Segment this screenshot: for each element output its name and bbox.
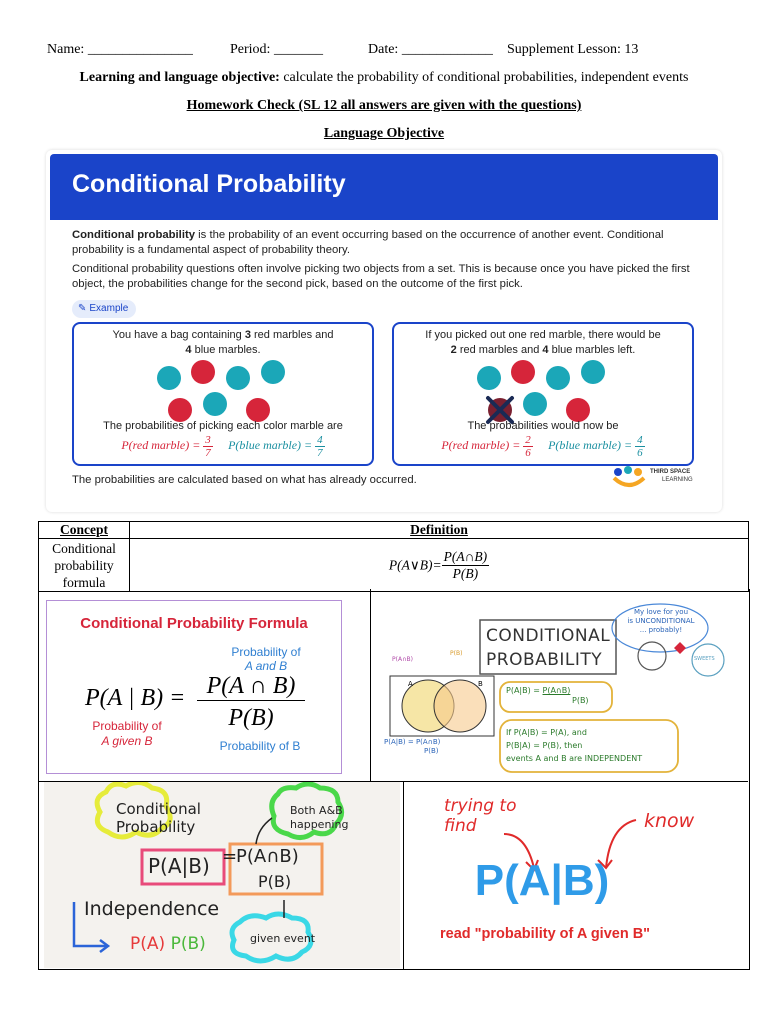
formula-fraction: [442, 549, 489, 582]
probabilities-caption: The probabilities of picking each color marble are: [103, 420, 343, 432]
date-field[interactable]: Date: _____________: [368, 42, 493, 57]
blue-count: 4: [185, 344, 192, 356]
infographic-footer: The probabilities are calculated based on what has already occurred.: [72, 474, 417, 486]
grid-divider: [403, 781, 404, 969]
text-fragment: red marbles and: [250, 329, 334, 341]
logo-line-1: THIRD SPACE: [650, 469, 691, 475]
pa-label: P(A): [130, 934, 166, 954]
conditional-cloud-label: [116, 800, 201, 836]
text-fragment: You have a bag containing: [112, 329, 245, 341]
lesson-number: Supplement Lesson: 13: [507, 42, 639, 57]
both-line-2: happening: [290, 818, 349, 831]
independence-note: [506, 726, 642, 765]
blue-count: 4: [542, 344, 549, 356]
sketch-formula-lhs: P(A|B) =: [506, 686, 543, 695]
cond-line-2: Probability: [116, 818, 196, 836]
both-line-1: Both A&B: [290, 804, 343, 817]
red-marble: [246, 398, 270, 422]
top-label-1: Probability of: [231, 645, 301, 659]
teal-marble: [226, 366, 250, 390]
sweets-jar: SWEETS: [694, 656, 715, 662]
third-space-logo: [612, 466, 722, 490]
definition-column-header: Definition: [130, 522, 749, 539]
teal-marble: [523, 392, 547, 416]
blue-prob-label: P(blue marble) =: [548, 438, 636, 453]
conditional-probability-infographic: [46, 150, 722, 512]
red-count: 2: [450, 344, 457, 356]
text-fragment: blue marbles.: [191, 344, 261, 356]
example-left-box: [72, 322, 374, 466]
both-cloud-label: [290, 804, 348, 832]
independence-product: [130, 934, 206, 954]
example-left-text: [82, 328, 364, 358]
given-cloud-label: given event: [250, 932, 316, 945]
red-probability: [441, 434, 532, 459]
blue-prob-num: 4: [637, 434, 643, 446]
objective-text: calculate the probability of conditional probabilities, independent events: [279, 70, 689, 85]
red-count: 3: [244, 329, 251, 341]
text-fragment: If you picked out one red marble, there would be: [425, 329, 661, 341]
blue-prob-den: 6: [637, 447, 643, 459]
sketch-formula-num: P(A∩B): [542, 686, 571, 695]
red-prob-num: 2: [525, 434, 531, 446]
red-marble: [191, 360, 215, 384]
infographic-title-band: [50, 154, 718, 220]
trying-line-2: find: [444, 816, 477, 836]
concept-cell: Conditional probability formula: [39, 539, 130, 592]
bubble-line-2: is UNCONDITIONAL: [627, 617, 695, 625]
sketch-title-1: CONDITIONAL: [486, 626, 611, 646]
sketch-formula: [506, 686, 589, 706]
speech-bubble: [618, 608, 704, 635]
venn-label-b: B: [478, 680, 483, 688]
formula-card-title: Conditional Probability Formula: [80, 615, 308, 632]
sketch-numerator: P(A∩B): [236, 846, 299, 867]
venn-formula: [384, 738, 440, 756]
left-label-2: A given B: [101, 734, 153, 748]
top-label: [211, 645, 321, 673]
read-notation-card: [412, 790, 742, 966]
indep-line-2: P(B|A) = P(B), then: [506, 741, 583, 750]
definition-cell: [130, 539, 749, 592]
blue-prob-den: 7: [317, 447, 323, 459]
formula-lhs: P(A∨B)=: [388, 557, 442, 572]
logo-line-2: LEARNING: [662, 477, 693, 483]
teal-marble: [477, 366, 501, 390]
bubble-line-3: ... probably!: [639, 626, 683, 634]
example-right-probabilities: [402, 420, 684, 459]
read-caption: read "probability of A given B": [440, 926, 651, 942]
red-marble: [566, 398, 590, 422]
teal-marble: [581, 360, 605, 384]
formula-numerator: P(A∩B): [443, 548, 488, 564]
red-marble: [168, 398, 192, 422]
concept-column-header: Concept: [39, 522, 130, 539]
teal-marble: [546, 366, 570, 390]
venn-formula-lhs: P(A|B) =: [384, 738, 416, 746]
formula-card: [46, 600, 342, 774]
example-right-text: [402, 328, 684, 358]
notation-big: P(A|B): [474, 856, 610, 905]
logo-icon: [612, 466, 646, 488]
pb-label: P(B): [170, 934, 206, 954]
teal-marble: [157, 366, 181, 390]
red-prob-den: 6: [525, 447, 531, 459]
venn-label-pb: P(B): [450, 650, 463, 657]
formula-numerator: P(A ∩ B): [197, 673, 305, 701]
bubble-line-1: My love for you: [633, 608, 689, 616]
conditional-sketch-card: [382, 594, 742, 778]
example-badge: [72, 300, 136, 318]
explanation-paragraph: Conditional probability questions often involve picking two objects from a set. This is because once you have picked the first object, the probabilities change for the second pick, based on the outcome of the first pick.: [72, 263, 690, 290]
cond-line-1: Conditional: [116, 800, 201, 818]
formula-denominator: P(B): [452, 565, 479, 581]
formula-lhs: P(A | B) =: [85, 685, 186, 711]
table-header-row: [39, 522, 749, 539]
indep-line-1: If P(A|B) = P(A), and: [506, 728, 587, 737]
red-marble: [511, 360, 535, 384]
know-note: know: [644, 810, 695, 832]
period-field[interactable]: Period: _______: [230, 42, 323, 57]
objective-label: Learning and language objective:: [79, 70, 280, 85]
trying-to-find-note: [444, 796, 516, 836]
probabilities-caption: The probabilities would now be: [467, 420, 619, 432]
venn-label-a: A: [408, 680, 413, 688]
red-prob-num: 3: [205, 434, 211, 446]
independence-label: Independence: [84, 898, 220, 920]
blue-probability: [548, 434, 645, 459]
formula-denominator: P(B): [228, 705, 274, 731]
example-right-box: [392, 322, 694, 466]
venn-formula-num: P(A∩B): [415, 738, 441, 746]
homework-check-heading: Homework Check (SL 12 all answers are given with the questions): [186, 98, 582, 113]
definition-text: is the probability of an event occurring based on the occurrence of another event. Conditional probability is a fundamental aspect of probability theory.: [72, 229, 664, 256]
red-prob-den: 7: [205, 447, 211, 459]
venn-formula-den: P(B): [424, 747, 439, 755]
blue-probability: [228, 434, 325, 459]
venn-label-pab: P(A∩B): [392, 656, 413, 663]
definition-paragraph: [72, 228, 712, 258]
sketch-formula-den: P(B): [572, 696, 589, 705]
teal-marble: [261, 360, 285, 384]
language-objective-heading: Language Objective: [323, 126, 445, 141]
sketch-denominator: P(B): [258, 872, 292, 891]
sketch-lhs: P(A|B): [148, 854, 210, 878]
top-label-2: A and B: [244, 659, 288, 673]
left-label-1: Probability of: [92, 719, 162, 733]
infographic-title: Conditional Probability: [72, 170, 346, 198]
independence-sketch-card: [44, 782, 400, 968]
name-field[interactable]: Name: _______________: [47, 42, 193, 57]
sketch-title-2: PROBABILITY: [486, 650, 603, 670]
blue-prob-label: P(blue marble) =: [228, 438, 316, 453]
indep-line-3: events A and B are INDEPENDENT: [506, 754, 643, 763]
text-fragment: blue marbles left.: [548, 344, 636, 356]
table-row: [39, 539, 749, 592]
concept-definition-table: [38, 521, 749, 592]
bottom-label: Probability of B: [219, 739, 301, 753]
sketch-title: [486, 624, 610, 672]
trying-line-1: trying to: [444, 796, 517, 816]
definition-term: Conditional probability: [72, 229, 196, 241]
blue-prob-num: 4: [317, 434, 323, 446]
sketch-equals: =: [222, 846, 238, 867]
teal-marble: [203, 392, 227, 416]
example-left-probabilities: [82, 420, 364, 459]
red-prob-label: P(red marble) =: [121, 438, 204, 453]
pencil-icon: ✎: [78, 303, 87, 314]
grid-divider: [370, 589, 371, 781]
red-prob-label: P(red marble) =: [441, 438, 524, 453]
text-fragment: red marbles and: [456, 344, 543, 356]
example-label: Example: [89, 303, 129, 314]
red-probability: [121, 434, 212, 459]
left-label: [77, 719, 177, 749]
learning-objective: [0, 70, 768, 86]
